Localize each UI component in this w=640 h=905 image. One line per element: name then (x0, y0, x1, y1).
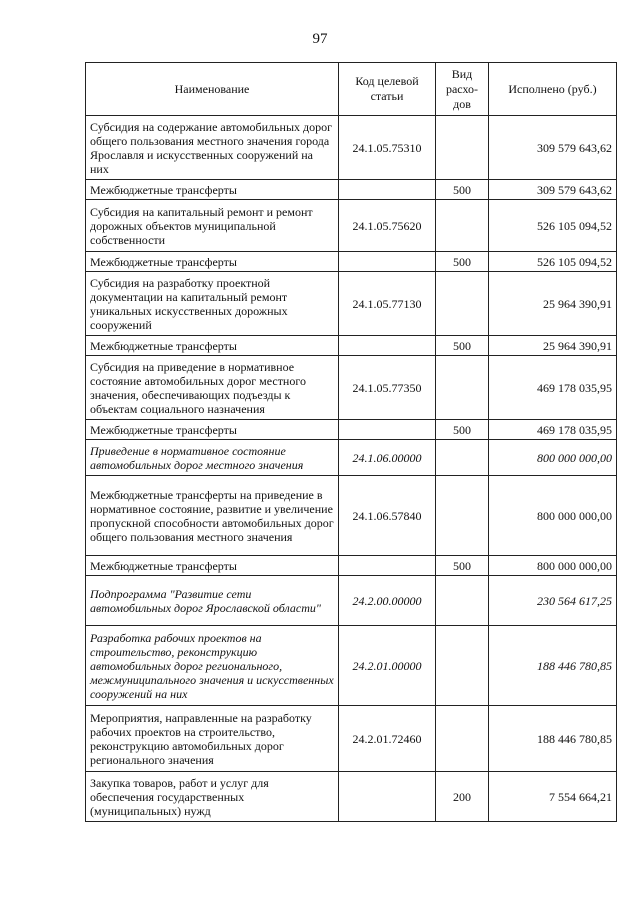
page-number: 97 (312, 31, 328, 47)
cell-amount: 309 579 643,62 (489, 180, 617, 200)
cell-kind (436, 706, 489, 772)
cell-code: 24.2.01.72460 (339, 706, 436, 772)
cell-code: 24.1.05.77350 (339, 356, 436, 420)
cell-code: 24.1.05.77130 (339, 272, 436, 336)
table-row (86, 706, 617, 772)
cell-kind (436, 356, 489, 420)
cell-code (339, 772, 436, 822)
cell-kind (436, 476, 489, 556)
table-row (86, 626, 617, 706)
cell-code (339, 556, 436, 576)
cell-kind: 500 (436, 556, 489, 576)
cell-kind: 500 (436, 420, 489, 440)
cell-code: 24.1.06.00000 (339, 440, 436, 476)
cell-amount: 800 000 000,00 (489, 556, 617, 576)
table-row (86, 116, 617, 180)
cell-kind (436, 116, 489, 180)
cell-amount: 25 964 390,91 (489, 336, 617, 356)
cell-amount: 526 105 094,52 (489, 252, 617, 272)
cell-amount: 230 564 617,25 (489, 576, 617, 626)
table-row (86, 356, 617, 420)
cell-kind (436, 576, 489, 626)
cell-code (339, 252, 436, 272)
cell-amount: 188 446 780,85 (489, 706, 617, 772)
cell-name: Субсидия на капитальный ремонт и ремонт дорожных объектов муниципальной собственности (86, 200, 339, 252)
budget-table (85, 62, 617, 822)
header-code: Код целевой статьи (339, 63, 436, 116)
cell-name: Межбюджетные трансферты (86, 556, 339, 576)
cell-amount: 188 446 780,85 (489, 626, 617, 706)
cell-code (339, 180, 436, 200)
cell-amount: 25 964 390,91 (489, 272, 617, 336)
cell-name: Разработка рабочих проектов на строительство, реконструкцию автомобильных дорог регионального, межмуниципального значения и искусственных сооружений на них (86, 626, 339, 706)
cell-amount: 7 554 664,21 (489, 772, 617, 822)
cell-name: Межбюджетные трансферты (86, 420, 339, 440)
cell-name: Межбюджетные трансферты (86, 180, 339, 200)
cell-name: Межбюджетные трансферты (86, 336, 339, 356)
cell-name: Субсидия на приведение в нормативное состояние автомобильных дорог местного значения, обеспечивающих подъезды к объектам социального назначения (86, 356, 339, 420)
cell-name: Закупка товаров, работ и услуг для обеспечения государственных (муниципальных) нужд (86, 772, 339, 822)
cell-code: 24.1.06.57840 (339, 476, 436, 556)
cell-kind: 200 (436, 772, 489, 822)
cell-code (339, 336, 436, 356)
cell-name: Межбюджетные трансферты на приведение в нормативное состояние, развитие и увеличение пропускной способности автомобильных дорог общего пользования местного значения (86, 476, 339, 556)
cell-name: Приведение в нормативное состояние автомобильных дорог местного значения (86, 440, 339, 476)
cell-kind: 500 (436, 336, 489, 356)
cell-name: Межбюджетные трансферты (86, 252, 339, 272)
cell-amount: 800 000 000,00 (489, 476, 617, 556)
table-row (86, 336, 617, 356)
table-row (86, 476, 617, 556)
table-row (86, 200, 617, 252)
cell-kind (436, 200, 489, 252)
cell-amount: 469 178 035,95 (489, 356, 617, 420)
table-row (86, 252, 617, 272)
cell-code (339, 420, 436, 440)
header-kind: Вид расхо-дов (436, 63, 489, 116)
table-row (86, 272, 617, 336)
cell-name: Субсидия на разработку проектной документации на капитальный ремонт уникальных искусственных дорожных сооружений (86, 272, 339, 336)
cell-amount: 469 178 035,95 (489, 420, 617, 440)
cell-amount: 309 579 643,62 (489, 116, 617, 180)
table-row (86, 440, 617, 476)
cell-kind: 500 (436, 180, 489, 200)
cell-kind: 500 (436, 252, 489, 272)
cell-name: Мероприятия, направленные на разработку рабочих проектов на строительство, реконструкцию автомобильных дорог регионального значения (86, 706, 339, 772)
table-row (86, 576, 617, 626)
cell-amount: 526 105 094,52 (489, 200, 617, 252)
cell-code: 24.2.01.00000 (339, 626, 436, 706)
header-name: Наименование (86, 63, 339, 116)
table-header-row (86, 63, 617, 116)
table-row (86, 180, 617, 200)
cell-code: 24.1.05.75620 (339, 200, 436, 252)
table-body (86, 116, 617, 822)
cell-code: 24.1.05.75310 (339, 116, 436, 180)
cell-kind (436, 272, 489, 336)
cell-kind (436, 440, 489, 476)
table-row (86, 556, 617, 576)
cell-name: Субсидия на содержание автомобильных дорог общего пользования местного значения города Ярославля и искусственных сооружений на них (86, 116, 339, 180)
table-row (86, 420, 617, 440)
table-row (86, 772, 617, 822)
cell-name: Подпрограмма "Развитие сети автомобильных дорог Ярославской области" (86, 576, 339, 626)
cell-kind (436, 626, 489, 706)
cell-amount: 800 000 000,00 (489, 440, 617, 476)
cell-code: 24.2.00.00000 (339, 576, 436, 626)
header-amount: Исполнено (руб.) (489, 63, 617, 116)
